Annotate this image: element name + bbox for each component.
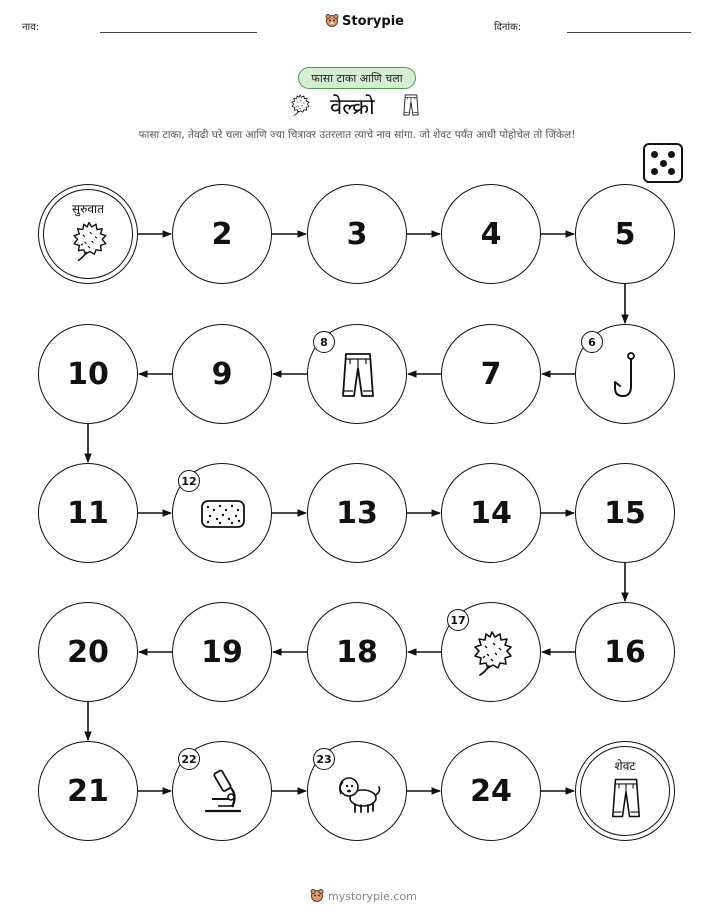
page-title: वेल्क्रो [330, 95, 375, 120]
space-number: 10 [67, 356, 109, 392]
board-space-12[interactable] [172, 463, 272, 563]
board-space-3[interactable] [307, 184, 407, 284]
space-number-badge: 17 [447, 609, 469, 631]
board-space-17[interactable] [441, 602, 541, 702]
brand-name: Storypie [342, 14, 404, 29]
start-space[interactable] [38, 184, 138, 284]
footer-site: mystorypie.com [328, 890, 417, 903]
puppy-icon [333, 767, 383, 817]
space-number: 16 [604, 634, 646, 670]
board-space-22[interactable] [172, 741, 272, 841]
space-number: 2 [211, 216, 233, 252]
space-number-badge: 6 [581, 331, 603, 353]
board-space-11[interactable] [38, 463, 138, 563]
space-number: 18 [336, 634, 378, 670]
board-space-14[interactable] [441, 463, 541, 563]
space-number: 7 [480, 356, 502, 392]
board-space-18[interactable] [307, 602, 407, 702]
space-number: 19 [201, 634, 243, 670]
board-space-15[interactable] [575, 463, 675, 563]
space-number: 13 [336, 495, 378, 531]
space-number-badge: 12 [178, 470, 200, 492]
board-space-2[interactable] [172, 184, 272, 284]
board-space-8[interactable] [307, 324, 407, 424]
board-space-5[interactable] [575, 184, 675, 284]
start-label: सुरुवात [72, 202, 104, 216]
space-number: 21 [67, 773, 109, 809]
velcro-icon [467, 628, 517, 678]
board-space-6[interactable] [575, 324, 675, 424]
instructions: फासा टाका, तेवढी घरे चला आणि ज्या चित्रावर उतरलात त्याचे नाव सांगा. जो शेवट पर्यंत आधी पोहोचेल तो जिंकेल! [138, 129, 576, 141]
board-space-4[interactable] [441, 184, 541, 284]
board-space-21[interactable] [38, 741, 138, 841]
space-number: 14 [470, 495, 512, 531]
space-number: 15 [604, 495, 646, 531]
space-number: 20 [67, 634, 109, 670]
microscope-icon [198, 767, 248, 817]
space-number: 11 [67, 495, 109, 531]
velcro-icon [67, 219, 111, 263]
space-number: 9 [211, 356, 233, 392]
space-number: 3 [346, 216, 368, 252]
bear-icon [310, 888, 324, 905]
finish-label: शेवट [614, 759, 636, 773]
board-space-16[interactable] [575, 602, 675, 702]
board-space-7[interactable] [441, 324, 541, 424]
board-space-23[interactable] [307, 741, 407, 841]
sponge-icon [198, 489, 248, 539]
game-tag: फासा टाका आणि चला [298, 67, 416, 89]
space-number-badge: 8 [313, 331, 335, 353]
board-space-13[interactable] [307, 463, 407, 563]
space-number-badge: 23 [313, 748, 335, 770]
footer [310, 888, 417, 905]
date-label: दिनांक: [494, 22, 522, 33]
space-number: 5 [614, 216, 636, 252]
pants-icon [333, 350, 383, 400]
board-space-20[interactable] [38, 602, 138, 702]
board-space-24[interactable] [441, 741, 541, 841]
board-space-10[interactable] [38, 324, 138, 424]
space-number-badge: 22 [178, 748, 200, 770]
finish-space[interactable] [575, 741, 675, 841]
space-number: 4 [480, 216, 502, 252]
board-space-19[interactable] [172, 602, 272, 702]
pants-icon [604, 776, 648, 820]
name-label: नाव: [22, 22, 40, 33]
hook-icon [601, 350, 651, 400]
space-number: 24 [470, 773, 512, 809]
board-space-9[interactable] [172, 324, 272, 424]
